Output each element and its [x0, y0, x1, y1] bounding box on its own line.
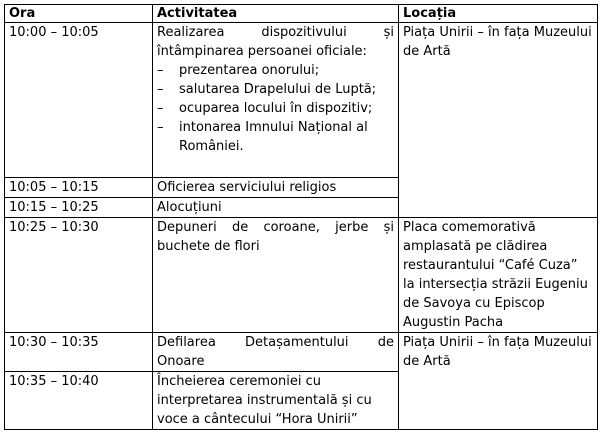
activity-cell: Defilarea Detașamentului de Onoare [153, 333, 399, 372]
schedule-table [4, 4, 598, 430]
list-item: – salutarea Drapelului de Luptă; [157, 82, 377, 97]
header-ora: Ora [5, 5, 153, 23]
activity-cell: Depuneri de coroane, jerbe și buchete de flori [153, 218, 399, 333]
dash-glyph: – [157, 82, 164, 97]
dash-glyph: – [157, 120, 164, 135]
time-cell: 10:00 – 10:05 [5, 23, 153, 178]
time-cell: 10:25 – 10:30 [5, 218, 153, 333]
time-cell: 10:35 – 10:40 [5, 372, 153, 430]
header-activitatea: Activitatea [153, 5, 399, 23]
time-cell: 10:30 – 10:35 [5, 333, 153, 372]
time-cell: 10:15 – 10:25 [5, 198, 153, 218]
location-cell: Piața Unirii – în fața Muzeului de Artă [399, 23, 598, 218]
list-item: – ocuparea locului în dispozitiv; [157, 101, 373, 116]
dash-glyph: – [157, 101, 164, 116]
header-locatia: Locația [399, 5, 598, 23]
list-item: – prezentarea onorului; [157, 63, 320, 78]
activity-cell: Oficierea serviciului religios [153, 178, 399, 198]
activity-cell: Alocuțiuni [153, 198, 399, 218]
header-row [5, 5, 598, 23]
list-item: – intonarea Imnului Național al României. [157, 120, 368, 154]
activity-intro: Realizarea dispozitivului și întâmpinarea persoanei oficiale: [157, 25, 394, 59]
table-row [5, 23, 598, 178]
location-cell: Piața Unirii – în fața Muzeului de Artă [399, 333, 598, 430]
activity-cell [153, 23, 399, 178]
table-row [5, 218, 598, 333]
activity-cell: Încheierea ceremoniei cu interpretarea instrumentală și cu voce a cântecului “Hora Unirii” [153, 372, 399, 430]
time-cell: 10:05 – 10:15 [5, 178, 153, 198]
activity-list [157, 61, 394, 156]
table-row [5, 333, 598, 372]
location-cell: Placa comemorativă amplasată pe clădirea restaurantului “Café Cuza” la intersecția străzii Eugeniu de Savoya cu Episcop Augustin Pacha [399, 218, 598, 333]
dash-glyph: – [157, 63, 164, 78]
